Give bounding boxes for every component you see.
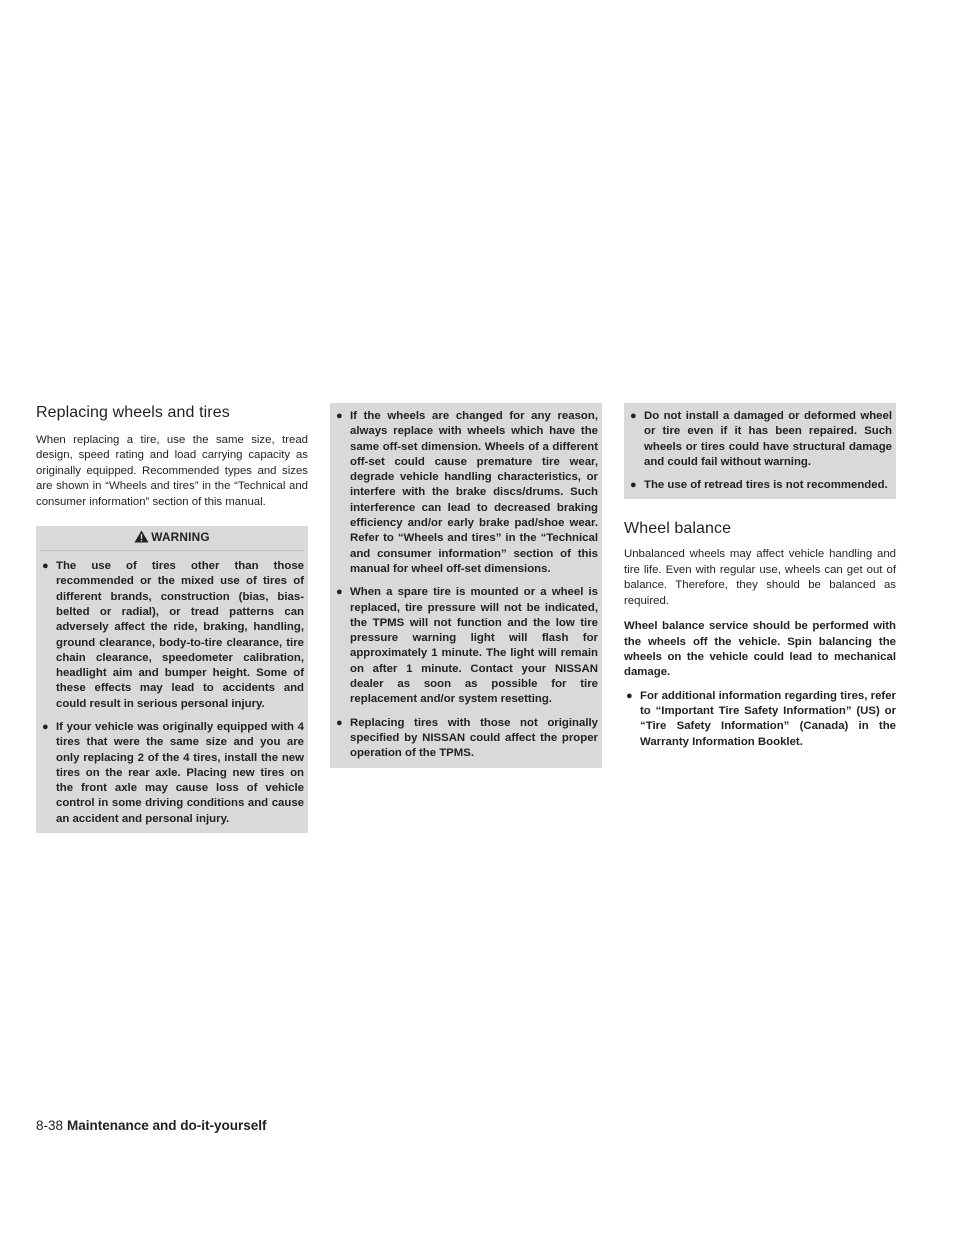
warning-item: ● If your vehicle was originally equipped with 4 tires that were the same size and you are only replacing 2 of the 4 tires, install the new tires on the rear axle. Placing new tires on the front axle may cause loss of vehicle control in some driving conditions and cause an accident and personal injury.	[42, 721, 304, 825]
warning-triangle-icon	[134, 530, 149, 543]
page-number: 8-38	[36, 1118, 64, 1133]
footer-section-name: Maintenance and do-it-yourself	[67, 1118, 267, 1133]
wheel-balance-bold-text: Wheel balance service should be performed with the wheels off the vehicle. Spin balancing the wheels on the vehicle could lead to mechanical damage.	[624, 620, 896, 679]
wheel-balance-note: ● For additional information regarding tires, refer to “Important Tire Safety Information” (US) or “Tire Safety Information” (Canada) in the Warranty Information Booklet.	[626, 689, 896, 748]
warning-box-part-3	[624, 403, 896, 499]
warning-box-part-1	[36, 526, 308, 833]
column-1	[36, 403, 308, 833]
wheel-balance-note-list	[624, 689, 896, 750]
replacing-intro-text: When replacing a tire, use the same size, tread design, speed rating and load carrying capacity as originally equipped. Recommended types and sizes are shown in “Wheels and tires” in the “Technical and consumer information” section of this manual.	[36, 434, 308, 508]
warning-item: ● The use of tires other than those recommended or the mixed use of tires of different brands, construction (bias, bias-belted or radial), or tread patterns can adversely affect the ride, braking, handling, ground clearance, body-to-tire clearance, tire chain clearance, speedometer calibration, headlight aim and bumper height. Some of these effects may lead to accidents and could result in serious personal injury.	[42, 560, 304, 710]
warning-box-part-2	[330, 403, 602, 768]
warning-item: ● The use of retread tires is not recommended.	[630, 479, 888, 492]
section-title-wheel-balance: Wheel balance	[624, 520, 732, 538]
section-title-replacing-wheels: Replacing wheels and tires	[36, 404, 230, 421]
column-2	[330, 403, 602, 768]
warning-item: ● Replacing tires with those not originally specified by NISSAN could affect the proper operation of the TPMS.	[336, 716, 598, 760]
wheel-balance-intro-text: Unbalanced wheels may affect vehicle handling and tire life. Even with regular use, wheels can get out of balance. Therefore, they should be balanced as required.	[624, 548, 896, 607]
column-3	[624, 403, 896, 758]
warning-item: ● If the wheels are changed for any reason, always replace with wheels which have the same off-set dimension. Wheels of a different off-set could cause premature tire wear, degrade vehicle handling characteristics, or interfere with the brake discs/drums. Such interference can lead to decreased braking efficiency and/or early brake pad/shoe wear. Refer to “Wheels and tires” in the “Technical and consumer information” section of this manual for wheel off-set dimensions.	[336, 410, 598, 575]
warning-item: ● When a spare tire is mounted or a wheel is replaced, tire pressure will not be indicated, the TPMS will not function and the low tire pressure warning light will flash for approximately 1 minute. The light will remain on after 1 minute. Contact your NISSAN dealer as soon as possible for tire replacement and/or system resetting.	[336, 586, 598, 706]
warning-heading: WARNING	[40, 526, 304, 551]
warning-item: ● Do not install a damaged or deformed wheel or tire even if it has been repaired. Such wheels or tires could have structural damage and could fail without warning.	[630, 410, 892, 468]
page-footer	[36, 1118, 267, 1133]
